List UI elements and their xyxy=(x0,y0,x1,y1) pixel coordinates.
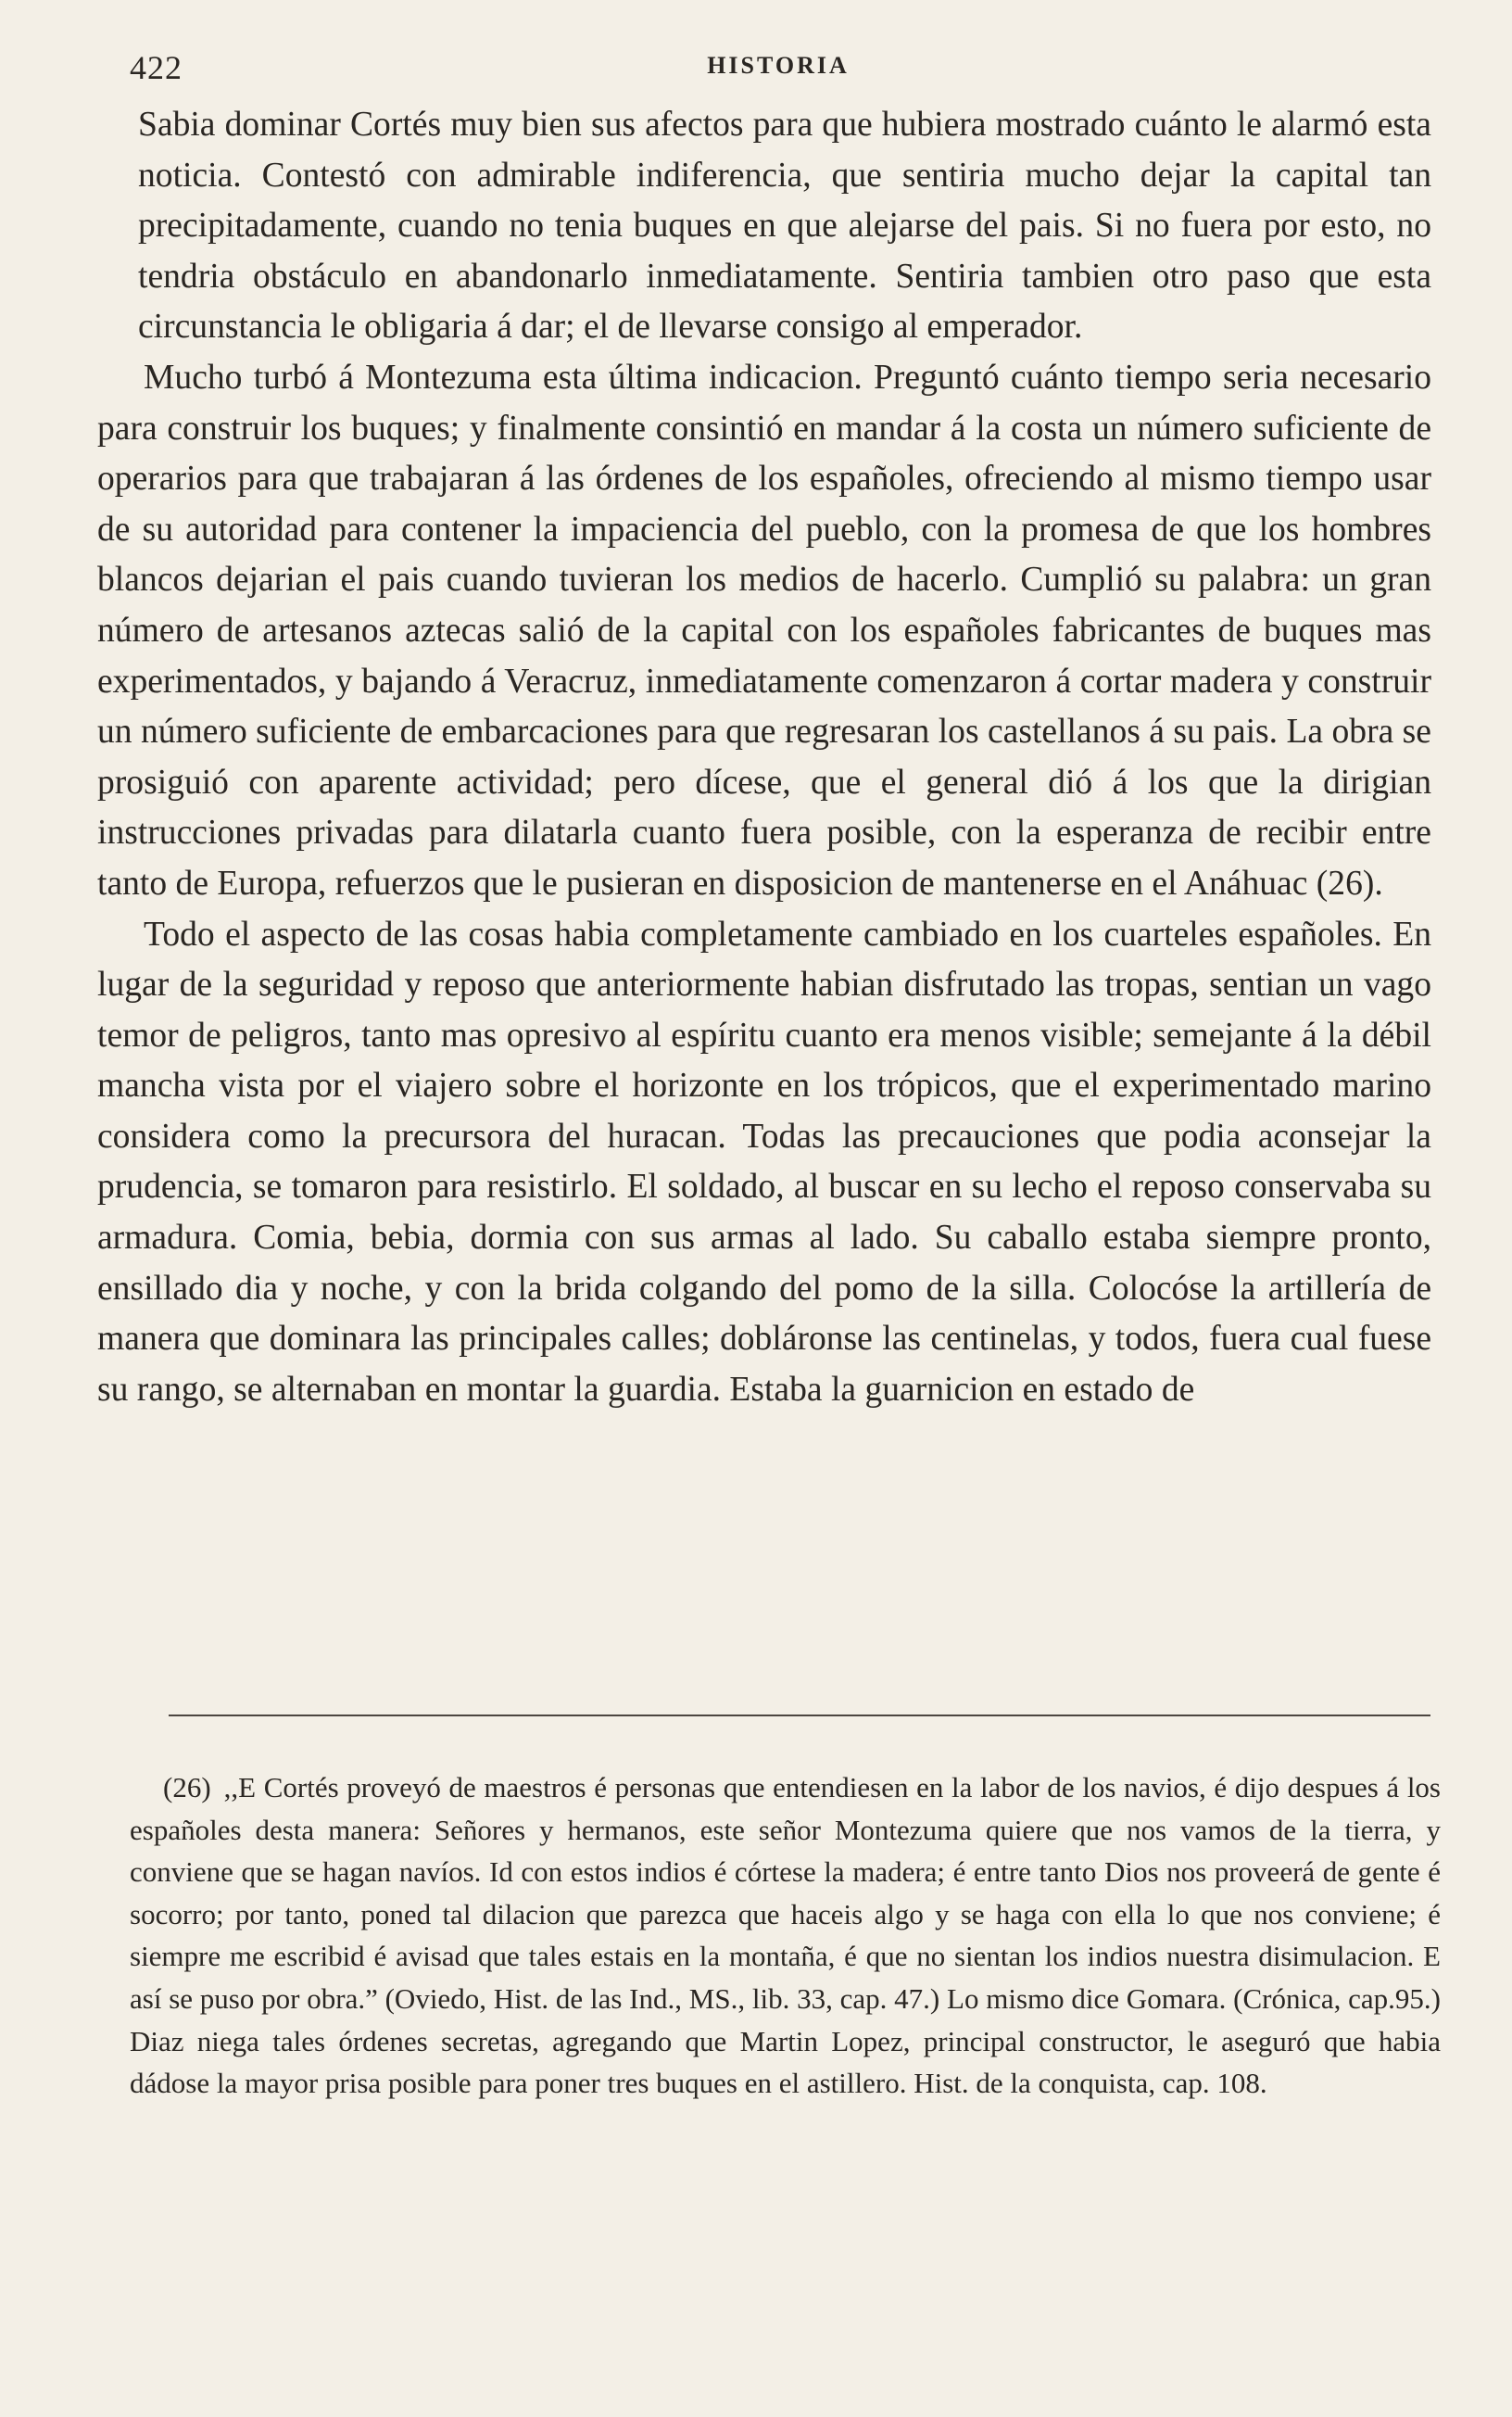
page-number: 422 xyxy=(130,49,183,86)
footnote xyxy=(130,1766,1441,2105)
main-text xyxy=(97,100,1431,1415)
footnote-marker: (26) xyxy=(163,1771,211,1803)
footnote-text: ,,E Cortés proveyó de maestros é personas que entendiesen en la labor de los navios, é dijo despues á los españoles desta manera: Señores y hermanos, este señor Montezuma quiere que nos vamos de la tierra, y conviene que se hagan navíos. Id con estos indios é córtese la madera; é entre tanto Dios nos proveerá de gente é socorro; por tanto, poned tal dilacion que parezca que haceis algo y se haga con ella lo que nos conviene; é siempre me escribid é avisad que tales estais en la montaña, é que no sientan los indios nuestra disimulacion. E así se puso por obra.” (Oviedo, Hist. de las Ind., MS., lib. 33, cap. 47.) Lo mismo dice Gomara. (Crónica, cap.95.) Diaz niega tales órdenes secretas, agregando que Martin Lopez, principal constructor, le aseguró que habia dádose la mayor prisa posible para poner tres buques en el astillero. Hist. de la conquista, cap. 108. xyxy=(130,1771,1441,2100)
paragraph-3: Todo el aspecto de las cosas habia completamente cambiado en los cuarteles españoles. En lugar de la seguridad y reposo que anteriormente habian disfrutado las tropas, sentian un vago temor de peligros, tanto mas opresivo al espíritu cuanto era menos visible; semejante á la débil mancha vista por el viajero sobre el horizonte en los trópicos, que el experimentado marino considera como la precursora del huracan. Todas las precauciones que podia aconsejar la prudencia, se tomaron para resistirlo. El soldado, al buscar en su lecho el reposo conservaba su armadura. Comia, bebia, dormia con sus armas al lado. Su caballo estaba siempre pronto, ensillado dia y noche, y con la brida colgando del pomo de la silla. Colocóse la artillería de manera que dominara las principales calles; dobláronse las centinelas, y todos, fuera cual fuese su rango, se alternaban en montar la guardia. Estaba la guarnicion en estado de xyxy=(97,915,1431,1409)
paragraph-1: Sabia dominar Cortés muy bien sus afectos para que hubiera mostrado cuánto le alarmó esta noticia. Contestó con admirable indiferencia, que sentiria mucho dejar la capital tan precipitadamente, cuando no tenia buques en que alejarse del pais. Si no fuera por esto, no tendria obstáculo en abandonarlo inmediatamente. Sentiria tambien otro paso que esta circunstancia le obligaria á dar; el de llevarse consigo al emperador. xyxy=(138,106,1431,347)
footnote-26 xyxy=(130,1766,1441,2105)
footnote-separator xyxy=(169,1715,1430,1716)
running-head xyxy=(130,48,1427,89)
paragraph-2: Mucho turbó á Montezuma esta última indicacion. Preguntó cuánto tiempo seria necesario para construir los buques; y finalmente consintió en mandar á la costa un número suficiente de operarios para que trabajaran á las órdenes de los españoles, ofreciendo al mismo tiempo usar de su autoridad para contener la impaciencia del pueblo, con la promesa de que los hombres blancos dejarian el pais cuando tuvieran los medios de hacerlo. Cumplió su palabra: un gran número de artesanos aztecas salió de la capital con los españoles fabricantes de buques mas experimentados, y bajando á Veracruz, inmediatamente comenzaron á cortar madera y construir un número suficiente de embarcaciones para que regresaran los castellanos á su pais. La obra se prosiguió con aparente actividad; pero dícese, que el general dió á los que la dirigian instrucciones privadas para dilatarla cuanto fuera posible, con la esperanza de recibir entre tanto de Europa, refuerzos que le pusieran en disposicion de mantenerse en el Anáhuac (26). xyxy=(97,358,1431,903)
running-title: HISTORIA xyxy=(707,52,850,79)
